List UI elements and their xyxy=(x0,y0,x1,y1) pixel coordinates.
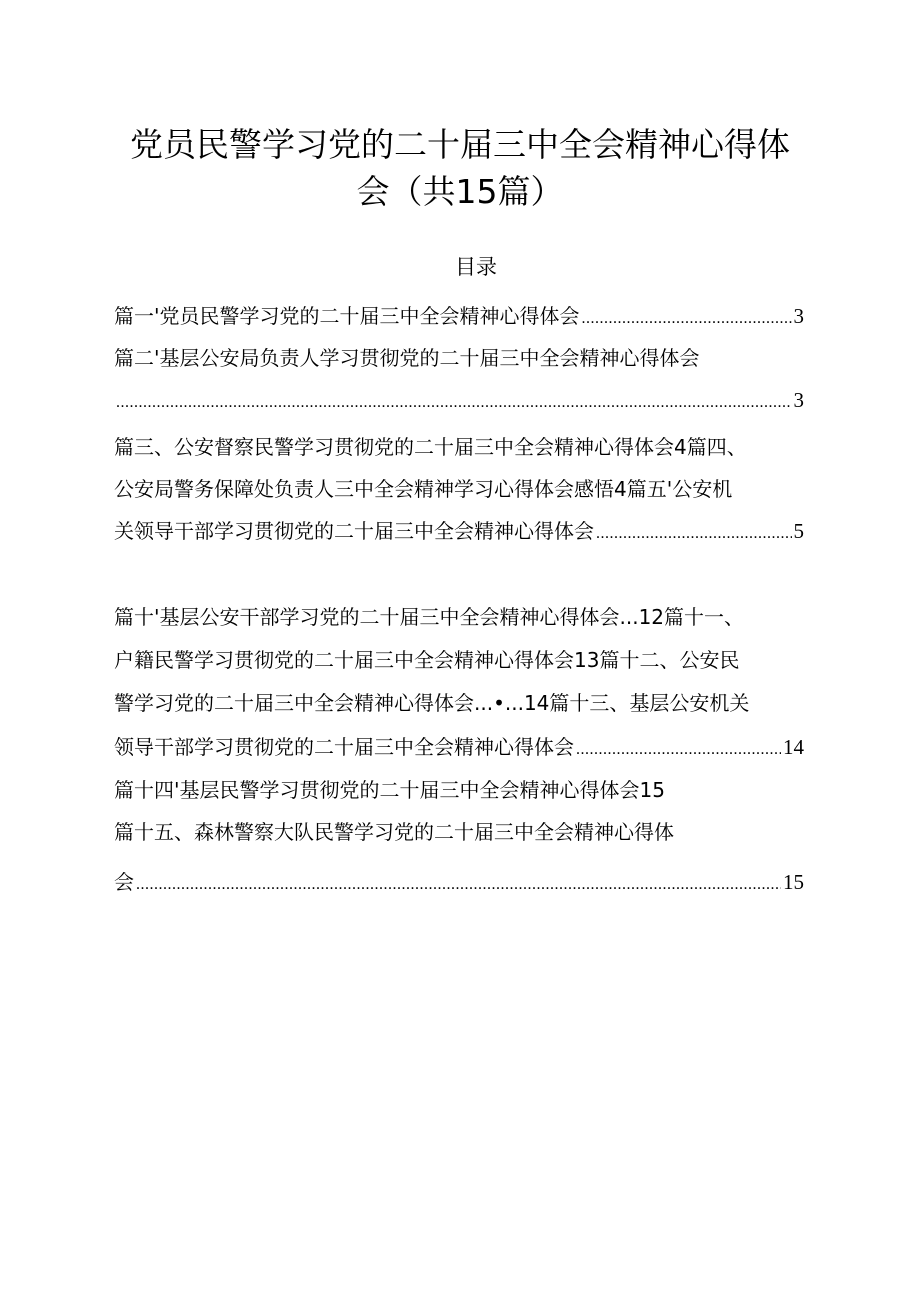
toc-page-number: 3 xyxy=(793,304,804,328)
toc-entry-text: 关领导干部学习贯彻党的二十届三中全会精神心得体会 xyxy=(114,519,594,543)
toc-leader-dots xyxy=(576,730,781,767)
toc-entry-14[interactable]: 篇十四'基层民警学习贯彻党的二十届三中全会精神心得体会15 xyxy=(114,778,665,802)
toc-leader-dots xyxy=(596,514,792,551)
toc-page-number: 14 xyxy=(783,735,804,759)
toc-entry-4[interactable]: 公安局警务保障处负责人三中全会精神学习心得体会感悟4篇五'公安机 xyxy=(114,477,733,501)
toc-entry-text: 领导干部学习贯彻党的二十届三中全会精神心得体会 xyxy=(114,735,574,759)
document-title-line-2: 会（共15篇） xyxy=(356,172,564,211)
toc-entry-15[interactable]: 篇十五、森林警察大队民警学习党的二十届三中全会精神心得体 xyxy=(114,820,674,844)
toc-entry-12[interactable]: 警学习党的二十届三中全会精神心得体会...•...14篇十三、基层公安机关 xyxy=(114,691,750,715)
toc-heading: 目录 xyxy=(455,255,497,279)
toc-page-number: 3 xyxy=(793,388,804,412)
toc-entry-10[interactable]: 篇十'基层公安干部学习党的二十届三中全会精神心得体会...12篇十一、 xyxy=(114,605,745,629)
toc-entry-text: 会 xyxy=(114,870,134,894)
toc-entry-5[interactable] xyxy=(114,514,804,551)
toc-entry-2[interactable]: 篇二'基层公安局负责人学习贯彻党的二十届三中全会精神心得体会 xyxy=(114,346,700,370)
toc-entry-text: 篇一'党员民警学习党的二十届三中全会精神心得体会 xyxy=(114,304,580,328)
toc-page-number: 5 xyxy=(793,519,804,543)
toc-entry-11[interactable]: 户籍民警学习贯彻党的二十届三中全会精神心得体会13篇十二、公安民 xyxy=(114,648,740,672)
toc-leader-dots xyxy=(136,865,781,902)
document-title-line-1: 党员民警学习党的二十届三中全会精神心得体 xyxy=(130,125,790,164)
toc-leader-dots xyxy=(582,299,792,336)
toc-leader-dots xyxy=(116,383,792,420)
toc-entry-3[interactable]: 篇三、公安督察民警学习贯彻党的二十届三中全会精神心得体会4篇四、 xyxy=(114,435,747,459)
toc-page-number: 15 xyxy=(783,870,804,894)
toc-entry-13[interactable] xyxy=(114,730,804,767)
toc-entry-1[interactable] xyxy=(114,299,804,336)
toc-entry-15-leader[interactable] xyxy=(114,865,804,902)
toc-entry-2-leader[interactable] xyxy=(114,383,804,420)
